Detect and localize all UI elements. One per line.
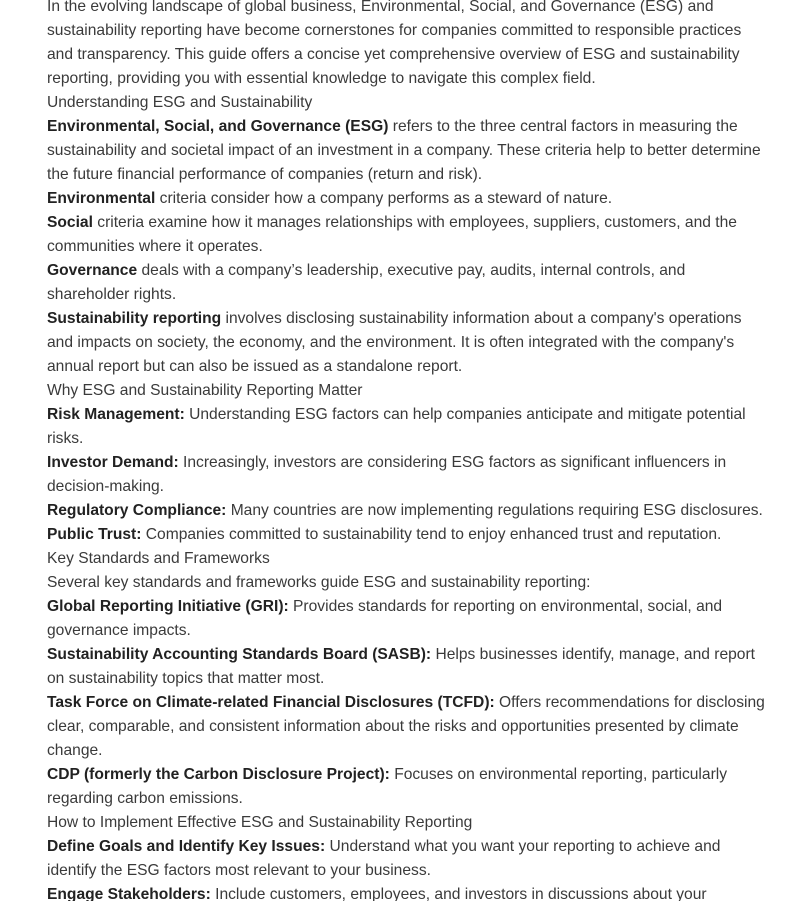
reason-investor-demand [47,451,771,499]
definition-esg [47,115,771,187]
definition: Offers recommendations for disclosing clear, comparable, and consistent information about the risks and opportunities presented by climate change. [47,694,765,759]
section-heading-why-matter: Why ESG and Sustainability Reporting Matter [47,382,363,399]
term: Governance [47,262,138,279]
definition: criteria examine how it manages relationships with employees, suppliers, customers, and the communities where it operates. [47,214,737,255]
standard-tcfd [47,691,771,763]
term: Sustainability Accounting Standards Board (SASB): [47,646,432,663]
definition: Understanding ESG factors can help companies anticipate and mitigate potential risks. [47,406,746,447]
article-body [47,0,771,901]
standard-gri [47,595,771,643]
term: Environmental [47,190,156,207]
reason-risk-management [47,403,771,451]
definition: refers to the three central factors in measuring the sustainability and societal impact of an investment in a company. These criteria help to better determine the future financial performance of companies (return and risk). [47,118,761,183]
step-engage-stakeholders [47,883,771,901]
definition: criteria consider how a company performs as a steward of nature. [155,190,613,207]
section-heading-implement: How to Implement Effective ESG and Sustainability Reporting [47,814,473,831]
term: Investor Demand: [47,454,179,471]
definition: Understand what you want your reporting to achieve and identify the ESG factors most relevant to your business. [47,838,721,879]
term: Regulatory Compliance: [47,502,227,519]
definition-social [47,211,771,259]
definition: Include customers, employees, and investors in discussions about your [210,886,707,901]
term: Public Trust: [47,526,142,543]
definition-sustainability-reporting [47,307,771,379]
intro-paragraph: In the evolving landscape of global business, Environmental, Social, and Governance (ESG) and sustainability reporting have become cornerstones for companies committed to responsible practices and transparency. This guide offers a concise yet comprehensive overview of ESG and sustainability reporting, providing you with essential knowledge to navigate this complex field. [47,0,742,87]
term: Risk Management: [47,406,185,423]
definition: deals with a company’s leadership, executive pay, audits, internal controls, and shareholder rights. [47,262,686,303]
standard-cdp [47,763,771,811]
term: CDP (formerly the Carbon Disclosure Project): [47,766,390,783]
step-define-goals [47,835,771,883]
term: Global Reporting Initiative (GRI): [47,598,289,615]
definition-governance [47,259,771,307]
term: Define Goals and Identify Key Issues: [47,838,326,855]
definition: Focuses on environmental reporting, particularly regarding carbon emissions. [47,766,728,807]
term: Sustainability reporting [47,310,222,327]
standards-intro: Several key standards and frameworks guide ESG and sustainability reporting: [47,574,591,591]
term: Social [47,214,93,231]
definition: Companies committed to sustainability tend to enjoy enhanced trust and reputation. [141,526,722,543]
definition: Many countries are now implementing regulations requiring ESG disclosures. [226,502,763,519]
definition: Increasingly, investors are considering ESG factors as significant influencers in decision-making. [47,454,727,495]
definition: Provides standards for reporting on environmental, social, and governance impacts. [47,598,723,639]
reason-regulatory-compliance [47,499,771,523]
term: Engage Stakeholders: [47,886,211,901]
section-heading-standards: Key Standards and Frameworks [47,550,270,567]
definition: involves disclosing sustainability information about a company's operations and impacts on society, the economy, and the environment. It is often integrated with the company's annual report but can also be issued as a standalone report. [47,310,742,375]
standard-sasb [47,643,771,691]
definition-environmental [47,187,771,211]
term: Task Force on Climate-related Financial Disclosures (TCFD): [47,694,495,711]
reason-public-trust [47,523,771,547]
section-heading-understanding: Understanding ESG and Sustainability [47,94,313,111]
definition: Helps businesses identify, manage, and report on sustainability topics that matter most. [47,646,756,687]
term: Environmental, Social, and Governance (ESG) [47,118,389,135]
